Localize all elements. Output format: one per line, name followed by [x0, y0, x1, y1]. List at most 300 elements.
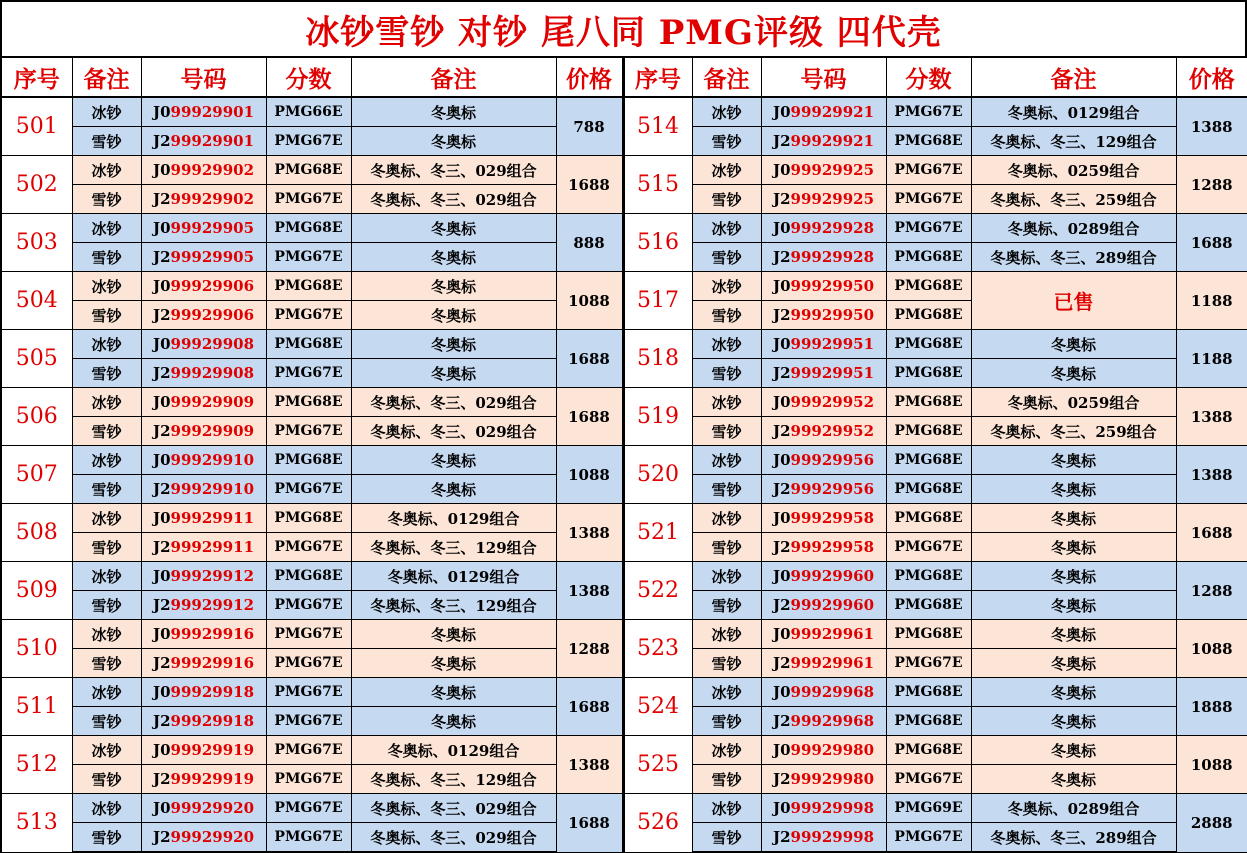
serial-number: 508: [1, 504, 72, 562]
serial-number: 517: [623, 272, 692, 330]
serial-prefix: J0: [772, 335, 791, 353]
note-type-cell: 冰钞: [692, 678, 761, 707]
price-cell: 1388: [556, 736, 623, 794]
grade-score-cell: PMG67E: [886, 765, 971, 794]
serial-number: 522: [623, 562, 692, 620]
price-cell: 1288: [1176, 156, 1247, 214]
note-type-cell: 冰钞: [72, 620, 141, 649]
price-cell: 1088: [1176, 620, 1247, 678]
grade-score-cell: PMG68E: [886, 417, 971, 446]
note-type-cell: 冰钞: [692, 736, 761, 765]
serial-digits: 99929909: [170, 422, 255, 440]
serial-digits: 99929906: [170, 277, 255, 295]
table-row: [1, 562, 1247, 591]
serial-code-cell: [761, 214, 886, 243]
grade-score-cell: PMG68E: [266, 330, 351, 359]
grade-score-cell: PMG67E: [266, 475, 351, 504]
serial-code-cell: [761, 620, 886, 649]
header-row: [1, 57, 1247, 97]
serial-prefix: J2: [772, 770, 791, 788]
serial-prefix: J2: [152, 364, 171, 382]
note-type-cell: 雪钞: [692, 185, 761, 214]
price-cell: 2888: [1176, 794, 1247, 853]
price-cell: 1688: [556, 794, 623, 853]
note-type-cell: 雪钞: [692, 823, 761, 853]
serial-prefix: J2: [152, 770, 171, 788]
serial-digits: 99929909: [170, 393, 255, 411]
sold-status-cell: 已售: [971, 272, 1176, 330]
serial-number: 518: [623, 330, 692, 388]
serial-code-cell: [141, 301, 266, 330]
serial-digits: 99929905: [170, 248, 255, 266]
table-row: [1, 446, 1247, 475]
serial-number: 506: [1, 388, 72, 446]
serial-prefix: J0: [152, 799, 171, 817]
remark-cell: 冬奥标、0289组合: [971, 214, 1176, 243]
note-type-cell: 雪钞: [72, 359, 141, 388]
serial-prefix: J0: [152, 451, 171, 469]
remark-cell: 冬奥标: [971, 562, 1176, 591]
serial-number: 504: [1, 272, 72, 330]
grade-score-cell: PMG68E: [886, 359, 971, 388]
remark-cell: 冬奥标: [351, 359, 556, 388]
serial-digits: 99929968: [790, 683, 875, 701]
serial-prefix: J2: [772, 538, 791, 556]
table-row: [1, 97, 1247, 127]
price-cell: 1688: [1176, 504, 1247, 562]
grade-score-cell: PMG68E: [886, 127, 971, 156]
serial-prefix: J0: [772, 741, 791, 759]
serial-prefix: J2: [152, 132, 171, 150]
remark-cell: 冬奥标: [971, 678, 1176, 707]
sheet-title: 冰钞雪钞 对钞 尾八同 PMG评级 四代壳: [0, 0, 1247, 56]
serial-prefix: J2: [152, 654, 171, 672]
serial-digits: 99929956: [790, 480, 875, 498]
serial-prefix: J0: [772, 567, 791, 585]
column-header: 价格: [1176, 57, 1247, 97]
serial-code-cell: [141, 214, 266, 243]
serial-prefix: J0: [772, 451, 791, 469]
serial-digits: 99929919: [170, 741, 255, 759]
note-type-cell: 冰钞: [692, 330, 761, 359]
serial-digits: 99929951: [790, 335, 875, 353]
remark-cell: 冬奥标、冬三、129组合: [351, 765, 556, 794]
serial-prefix: J0: [152, 567, 171, 585]
remark-cell: 冬奥标: [351, 127, 556, 156]
remark-cell: 冬奥标、冬三、029组合: [351, 823, 556, 853]
serial-digits: 99929928: [790, 219, 875, 237]
serial-digits: 99929911: [170, 538, 255, 556]
grade-score-cell: PMG68E: [886, 707, 971, 736]
remark-cell: 冬奥标、0129组合: [351, 736, 556, 765]
serial-prefix: J2: [772, 654, 791, 672]
serial-code-cell: [761, 388, 886, 417]
price-cell: 1188: [1176, 272, 1247, 330]
note-type-cell: 雪钞: [692, 301, 761, 330]
serial-prefix: J0: [772, 161, 791, 179]
serial-digits: 99929906: [170, 306, 255, 324]
note-type-cell: 雪钞: [692, 765, 761, 794]
serial-digits: 99929958: [790, 538, 875, 556]
serial-prefix: J2: [772, 480, 791, 498]
serial-prefix: J2: [772, 828, 791, 846]
grade-score-cell: PMG67E: [266, 243, 351, 272]
grade-score-cell: PMG67E: [266, 823, 351, 853]
note-type-cell: 冰钞: [692, 794, 761, 823]
serial-code-cell: [141, 591, 266, 620]
serial-prefix: J0: [772, 103, 791, 121]
serial-prefix: J0: [772, 625, 791, 643]
serial-digits: 99929902: [170, 161, 255, 179]
serial-digits: 99929980: [790, 741, 875, 759]
note-type-cell: 冰钞: [72, 388, 141, 417]
serial-code-cell: [141, 707, 266, 736]
serial-code-cell: [761, 591, 886, 620]
serial-digits: 99929916: [170, 654, 255, 672]
serial-code-cell: [761, 417, 886, 446]
table-row: [1, 214, 1247, 243]
serial-digits: 99929958: [790, 509, 875, 527]
price-cell: 1388: [1176, 446, 1247, 504]
table-row: [1, 388, 1247, 417]
remark-cell: 冬奥标、0259组合: [971, 156, 1176, 185]
grade-score-cell: PMG67E: [886, 533, 971, 562]
column-header: 序号: [1, 57, 72, 97]
serial-prefix: J2: [152, 828, 171, 846]
serial-digits: 99929998: [790, 828, 875, 846]
grade-score-cell: PMG68E: [886, 330, 971, 359]
serial-prefix: J0: [772, 799, 791, 817]
grade-score-cell: PMG68E: [266, 504, 351, 533]
note-type-cell: 冰钞: [692, 562, 761, 591]
serial-code-cell: [141, 272, 266, 301]
serial-code-cell: [761, 736, 886, 765]
note-type-cell: 雪钞: [72, 823, 141, 853]
serial-digits: 99929980: [790, 770, 875, 788]
serial-digits: 99929960: [790, 567, 875, 585]
remark-cell: 冬奥标、冬三、129组合: [351, 591, 556, 620]
serial-code-cell: [761, 185, 886, 214]
remark-cell: 冬奥标、0129组合: [351, 504, 556, 533]
column-header: 分数: [886, 57, 971, 97]
remark-cell: 冬奥标: [351, 678, 556, 707]
remark-cell: 冬奥标: [971, 504, 1176, 533]
price-cell: 788: [556, 97, 623, 156]
serial-number: 514: [623, 97, 692, 156]
serial-number: 507: [1, 446, 72, 504]
remark-cell: 冬奥标、冬三、029组合: [351, 794, 556, 823]
grade-score-cell: PMG68E: [266, 214, 351, 243]
serial-prefix: J2: [772, 712, 791, 730]
serial-digits: 99929952: [790, 393, 875, 411]
serial-digits: 99929921: [790, 103, 875, 121]
grade-score-cell: PMG67E: [266, 678, 351, 707]
serial-prefix: J2: [152, 248, 171, 266]
serial-digits: 99929928: [790, 248, 875, 266]
serial-number: 516: [623, 214, 692, 272]
serial-digits: 99929905: [170, 219, 255, 237]
serial-code-cell: [141, 359, 266, 388]
serial-digits: 99929912: [170, 596, 255, 614]
grade-score-cell: PMG67E: [886, 156, 971, 185]
grade-score-cell: PMG67E: [886, 185, 971, 214]
serial-code-cell: [141, 504, 266, 533]
serial-code-cell: [761, 678, 886, 707]
serial-prefix: J0: [772, 393, 791, 411]
serial-code-cell: [141, 736, 266, 765]
serial-prefix: J0: [152, 393, 171, 411]
note-type-cell: 雪钞: [72, 765, 141, 794]
price-cell: 1688: [556, 388, 623, 446]
table-row: [1, 736, 1247, 765]
grade-score-cell: PMG67E: [266, 185, 351, 214]
table-row: [1, 330, 1247, 359]
serial-prefix: J2: [152, 480, 171, 498]
serial-code-cell: [761, 475, 886, 504]
remark-cell: 冬奥标、冬三、029组合: [351, 417, 556, 446]
serial-prefix: J0: [152, 625, 171, 643]
serial-code-cell: [761, 272, 886, 301]
note-type-cell: 雪钞: [692, 127, 761, 156]
price-cell: 1188: [1176, 330, 1247, 388]
remark-cell: 冬奥标: [351, 214, 556, 243]
serial-code-cell: [141, 562, 266, 591]
note-type-cell: 雪钞: [692, 707, 761, 736]
serial-prefix: J0: [152, 103, 171, 121]
remark-cell: 冬奥标: [971, 736, 1176, 765]
grade-score-cell: PMG67E: [266, 707, 351, 736]
table-row: [1, 156, 1247, 185]
price-cell: 1388: [1176, 388, 1247, 446]
grade-score-cell: PMG68E: [266, 562, 351, 591]
serial-prefix: J0: [772, 219, 791, 237]
note-type-cell: 雪钞: [72, 707, 141, 736]
grade-score-cell: PMG67E: [886, 214, 971, 243]
serial-code-cell: [141, 823, 266, 853]
note-type-cell: 冰钞: [72, 562, 141, 591]
remark-cell: 冬奥标: [351, 97, 556, 127]
serial-code-cell: [141, 417, 266, 446]
serial-digits: 99929951: [790, 364, 875, 382]
grade-score-cell: PMG67E: [266, 765, 351, 794]
grade-score-cell: PMG67E: [266, 736, 351, 765]
price-cell: 1088: [556, 446, 623, 504]
grade-score-cell: PMG68E: [266, 446, 351, 475]
serial-number: 501: [1, 97, 72, 156]
remark-cell: 冬奥标: [971, 707, 1176, 736]
serial-code-cell: [141, 649, 266, 678]
price-cell: 1688: [556, 678, 623, 736]
price-cell: 888: [556, 214, 623, 272]
remark-cell: 冬奥标、冬三、029组合: [351, 156, 556, 185]
grade-score-cell: PMG68E: [886, 504, 971, 533]
serial-number: 502: [1, 156, 72, 214]
price-cell: 1688: [1176, 214, 1247, 272]
grade-score-cell: PMG68E: [886, 388, 971, 417]
grade-score-cell: PMG68E: [266, 388, 351, 417]
serial-digits: 99929952: [790, 422, 875, 440]
price-cell: 1688: [556, 156, 623, 214]
grade-score-cell: PMG67E: [266, 591, 351, 620]
note-type-cell: 冰钞: [72, 272, 141, 301]
remark-cell: 冬奥标: [971, 533, 1176, 562]
note-type-cell: 冰钞: [692, 214, 761, 243]
serial-prefix: J2: [152, 712, 171, 730]
serial-digits: 99929918: [170, 683, 255, 701]
table-row: [1, 678, 1247, 707]
remark-cell: 冬奥标: [971, 765, 1176, 794]
column-header: 序号: [623, 57, 692, 97]
note-type-cell: 冰钞: [692, 272, 761, 301]
note-type-cell: 雪钞: [72, 591, 141, 620]
serial-number: 521: [623, 504, 692, 562]
price-cell: 1088: [1176, 736, 1247, 794]
note-type-cell: 冰钞: [692, 504, 761, 533]
remark-cell: 冬奥标: [351, 707, 556, 736]
serial-prefix: J0: [152, 219, 171, 237]
serial-code-cell: [761, 823, 886, 853]
grade-score-cell: PMG68E: [886, 243, 971, 272]
serial-code-cell: [761, 301, 886, 330]
serial-number: 512: [1, 736, 72, 794]
grade-score-cell: PMG67E: [266, 649, 351, 678]
grade-score-cell: PMG68E: [886, 301, 971, 330]
remark-cell: 冬奥标: [351, 301, 556, 330]
serial-code-cell: [141, 620, 266, 649]
serial-number: 525: [623, 736, 692, 794]
grade-score-cell: PMG66E: [266, 97, 351, 127]
note-type-cell: 雪钞: [72, 185, 141, 214]
serial-digits: 99929961: [790, 625, 875, 643]
grade-score-cell: PMG68E: [886, 736, 971, 765]
grade-score-cell: PMG67E: [266, 127, 351, 156]
note-type-cell: 雪钞: [72, 243, 141, 272]
note-type-cell: 冰钞: [72, 794, 141, 823]
price-cell: 1888: [1176, 678, 1247, 736]
serial-code-cell: [141, 127, 266, 156]
grade-score-cell: PMG68E: [266, 156, 351, 185]
serial-code-cell: [761, 533, 886, 562]
note-type-cell: 冰钞: [692, 620, 761, 649]
note-type-cell: 雪钞: [692, 417, 761, 446]
serial-code-cell: [761, 765, 886, 794]
serial-number: 515: [623, 156, 692, 214]
remark-cell: 冬奥标、冬三、029组合: [351, 185, 556, 214]
grade-score-cell: PMG67E: [266, 620, 351, 649]
serial-number: 519: [623, 388, 692, 446]
grade-score-cell: PMG67E: [266, 533, 351, 562]
serial-code-cell: [761, 97, 886, 127]
serial-code-cell: [141, 97, 266, 127]
serial-code-cell: [141, 330, 266, 359]
serial-prefix: J2: [772, 248, 791, 266]
serial-number: 524: [623, 678, 692, 736]
remark-cell: 冬奥标、冬三、129组合: [351, 533, 556, 562]
serial-code-cell: [761, 156, 886, 185]
note-type-cell: 雪钞: [692, 475, 761, 504]
note-type-cell: 冰钞: [72, 446, 141, 475]
note-type-cell: 冰钞: [692, 446, 761, 475]
grade-score-cell: PMG67E: [886, 97, 971, 127]
note-type-cell: 冰钞: [72, 97, 141, 127]
note-type-cell: 冰钞: [72, 214, 141, 243]
note-type-cell: 雪钞: [692, 359, 761, 388]
serial-prefix: J2: [152, 306, 171, 324]
serial-prefix: J0: [772, 509, 791, 527]
serial-code-cell: [141, 243, 266, 272]
serial-code-cell: [141, 533, 266, 562]
serial-digits: 99929998: [790, 799, 875, 817]
remark-cell: 冬奥标、冬三、029组合: [351, 388, 556, 417]
note-type-cell: 雪钞: [72, 649, 141, 678]
serial-code-cell: [761, 127, 886, 156]
grade-score-cell: PMG68E: [886, 591, 971, 620]
serial-digits: 99929920: [170, 799, 255, 817]
serial-number: 503: [1, 214, 72, 272]
grade-score-cell: PMG69E: [886, 794, 971, 823]
remark-cell: 冬奥标、冬三、289组合: [971, 823, 1176, 853]
remark-cell: 冬奥标、0259组合: [971, 388, 1176, 417]
serial-digits: 99929911: [170, 509, 255, 527]
remark-cell: 冬奥标: [351, 446, 556, 475]
serial-prefix: J2: [772, 190, 791, 208]
remark-cell: 冬奥标: [351, 243, 556, 272]
serial-prefix: J2: [152, 190, 171, 208]
remark-cell: 冬奥标: [351, 272, 556, 301]
serial-digits: 99929921: [790, 132, 875, 150]
column-header: 号码: [761, 57, 886, 97]
listing-table: [0, 56, 1247, 853]
serial-digits: 99929902: [170, 190, 255, 208]
remark-cell: 冬奥标: [351, 475, 556, 504]
serial-code-cell: [141, 388, 266, 417]
price-cell: 1388: [556, 504, 623, 562]
serial-number: 511: [1, 678, 72, 736]
serial-prefix: J2: [772, 364, 791, 382]
serial-code-cell: [761, 649, 886, 678]
grade-score-cell: PMG67E: [266, 359, 351, 388]
serial-digits: 99929925: [790, 190, 875, 208]
note-type-cell: 雪钞: [72, 475, 141, 504]
column-header: 号码: [141, 57, 266, 97]
serial-code-cell: [761, 446, 886, 475]
serial-number: 510: [1, 620, 72, 678]
serial-prefix: J0: [152, 277, 171, 295]
grade-score-cell: PMG67E: [266, 794, 351, 823]
grade-score-cell: PMG67E: [266, 301, 351, 330]
note-type-cell: 冰钞: [692, 388, 761, 417]
serial-digits: 99929916: [170, 625, 255, 643]
grade-score-cell: PMG67E: [266, 417, 351, 446]
serial-code-cell: [761, 504, 886, 533]
note-type-cell: 冰钞: [72, 736, 141, 765]
remark-cell: 冬奥标、冬三、259组合: [971, 185, 1176, 214]
serial-number: 523: [623, 620, 692, 678]
serial-code-cell: [761, 243, 886, 272]
price-cell: 1288: [1176, 562, 1247, 620]
remark-cell: 冬奥标、0129组合: [971, 97, 1176, 127]
price-cell: 1388: [556, 562, 623, 620]
serial-number: 520: [623, 446, 692, 504]
price-cell: 1288: [556, 620, 623, 678]
note-type-cell: 冰钞: [692, 97, 761, 127]
remark-cell: 冬奥标、冬三、259组合: [971, 417, 1176, 446]
table-row: [1, 272, 1247, 301]
remark-cell: 冬奥标: [351, 649, 556, 678]
note-type-cell: 雪钞: [692, 591, 761, 620]
grade-score-cell: PMG68E: [886, 272, 971, 301]
grade-score-cell: PMG68E: [266, 272, 351, 301]
